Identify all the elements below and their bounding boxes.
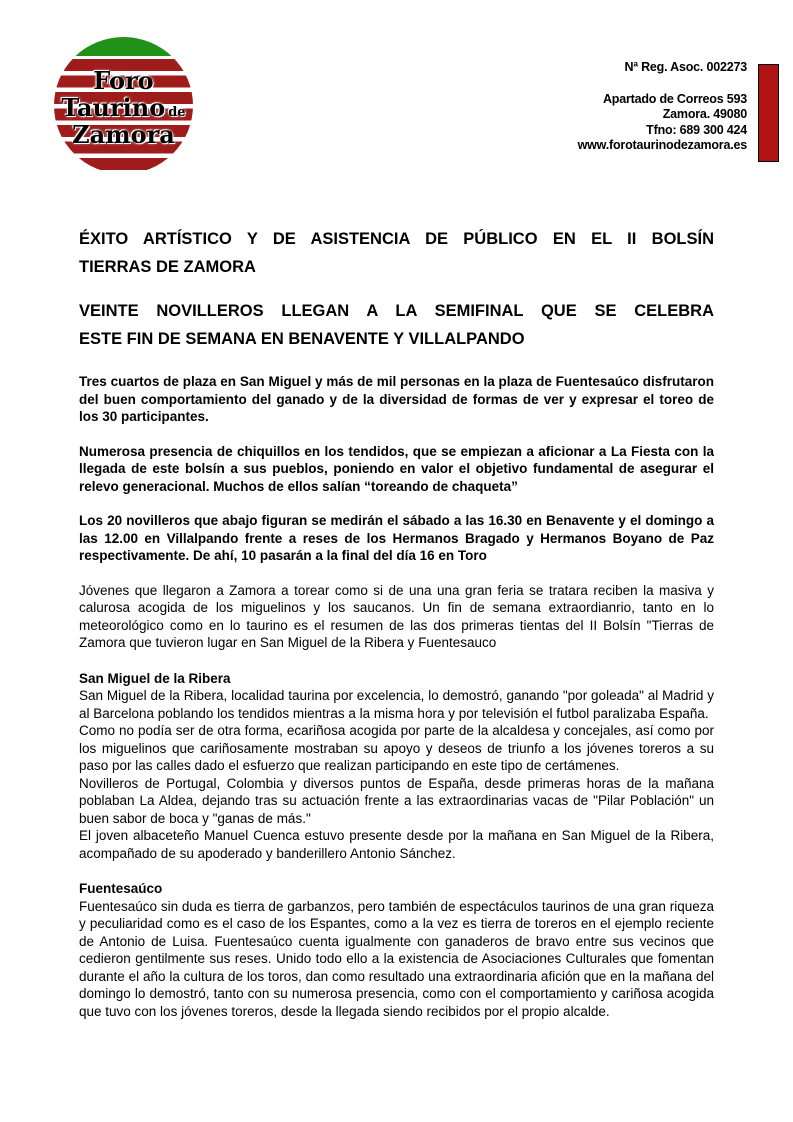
headline-secondary-line1: VEINTE NOVILLEROS LLEGAN A LA SEMIFINAL QUE SE CELEBRA [79,302,714,320]
logo-word-zamora: Zamora [72,119,175,149]
registration-number: Nª Reg. Asoc. 002273 [624,60,747,74]
lead-paragraph-2: Numerosa presencia de chiquillos en los tendidos, que se empiezan a aficionar a La Fiesta con la llegada de este bolsín a sus pueblos, poniendo en valor el objetivo fundamental de asegurar el relevo generacional. Muchos de ellos salían “toreando de chaqueta” [79,443,714,494]
intro-paragraph: Jóvenes que llegaron a Zamora a torear como si de una una gran feria se tratara reciben la masiva y calurosa acogida de los miguelinos y los saucanos. Un fin de semana extraordianrio, tanto en lo meteorológico como en lo taurino es el resumen de las dos primeras tientas del II Bolsín "Tierras de Zamora que tuvieron lugar en San Miguel de la Ribera y Fuentesauco [79,582,714,650]
headline-primary [79,225,714,281]
paragraph: Como no podía ser de otra forma, ecariñosa acogida por parte de la alcaldesa y concejales, así como por los miguelinos que cariñosamente mostraban su apoyo y deseos de triunfo a los jóvenes toreros a su paso por las calles dado el esfuerzo que realizan participando en este tipo de certámenes. [79,723,714,773]
section-heading-fuentesauco: Fuentesaúco [79,881,163,896]
letterhead [0,0,793,180]
section-heading-san-miguel: San Miguel de la Ribera [79,670,231,686]
website-url: www.forotaurinodezamora.es [577,138,747,152]
foro-taurino-logo [54,37,193,174]
section-san-miguel [79,670,714,863]
red-accent-bar [758,64,779,162]
lead-paragraph-1: Tres cuartos de plaza en San Miguel y más de mil personas en la plaza de Fuentesaúco disfrutaron del buen comportamiento del ganado y de la diversidad de formas de ver y expresar el toreo de los 30 participantes. [79,374,714,424]
phone-number: Tfno: 689 300 424 [646,122,747,137]
paragraph: El joven albaceteño Manuel Cuenca estuvo presente desde por la mañana en San Miguel de la Ribera, acompañado de su apoderado y banderillero Antonio Sánchez. [79,828,714,861]
contact-block [578,60,747,154]
headline-primary-line1: ÉXITO ARTÍSTICO Y DE ASISTENCIA DE PÚBLICO EN EL II BOLSÍN [79,230,714,248]
logo-word-taurino: Taurino [61,93,166,123]
document-body [79,225,714,1020]
contact-spacer [578,76,747,92]
logo-word-de: de [168,105,186,121]
headline-secondary [79,297,714,353]
paragraph: Fuentesaúco sin duda es tierra de garbanzos, pero también de espectáculos taurinos de una gran riqueza y peculiaridad como es el caso de los Espantes, como a la vez es tierra de toreros en el ejemplo reciente de Antonio de Luisa. Fuentesaúco cuenta igualmente con ganaderos de bravo entre sus vecinos que cedieron gentilmente sus reses. Unido todo ello a la existencia de Asociaciones Culturales que fomentan durante el año la cultura de los toros, dan como resultado una extraordinaria afición que en la mañana del domingo lo demostró, tanto con su numerosa presencia, como con el comportamiento y cariñosa acogida que tuvo con los jóvenes toreros, desde la llegada siendo recibidos por el propio alcalde. [79,898,714,1019]
headline-secondary-line2: ESTE FIN DE SEMANA EN BENAVENTE Y VILLALPANDO [79,330,525,348]
address-line-2: Zamora. 49080 [662,107,747,121]
section-fuentesauco [79,880,714,1020]
logo-text [54,37,193,174]
address-line-1: Apartado de Correos 593 [602,91,747,106]
paragraph: Novilleros de Portugal, Colombia y diversos puntos de España, desde primeras horas de la mañana poblaban La Aldea, dejando tras su actuación frente a las extraordinarias vacas de "Pilar Población" un buen sabor de boca y "ganas de más." [79,775,714,826]
lead-paragraph-3: Los 20 novilleros que abajo figuran se medirán el sábado a las 16.30 en Benavente y el domingo a las 12.00 en Villalpando frente a reses de los Hermanos Bragado y Hermanos Boyano de Paz respectivamente. De ahí, 10 pasarán a la final del día 16 en Toro [79,513,714,563]
logo-word-foro: Foro [93,66,154,96]
paragraph: San Miguel de la Ribera, localidad taurina por excelencia, lo demostró, ganando "por goleada" al Madrid y al Barcelona poblando los tendidos mientras a la misma hora y por televisión el futbol paralizaba España. [79,688,714,721]
logo-word-taurino-de [61,95,185,122]
headline-primary-line2: TIERRAS DE ZAMORA [79,258,256,276]
